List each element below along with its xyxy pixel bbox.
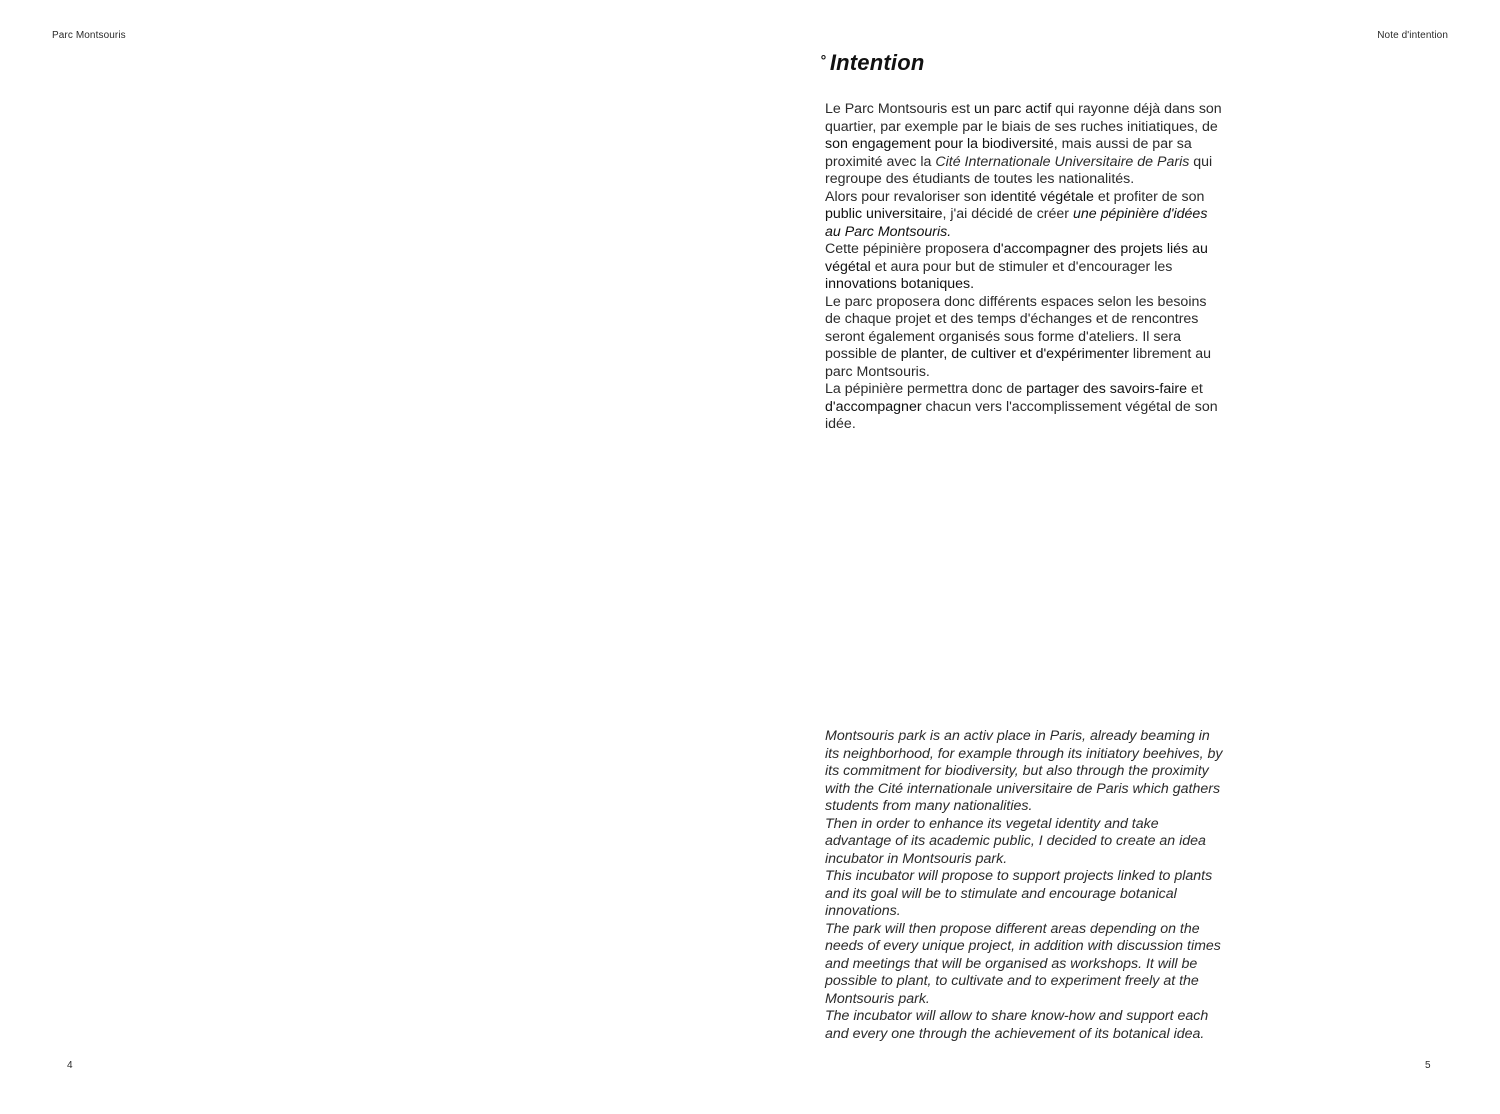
fr-text-span: Le parc proposera donc différents espaces selon les besoins de chaque projet et des temps d'échanges et de rencontres seront également organisés sous forme d'ateliers. Il sera possible de xyxy=(825,293,1207,362)
page-number-right: 5 xyxy=(1425,1060,1431,1071)
fr-text-span: La pépinière permettra donc de xyxy=(825,381,1027,397)
fr-highlight-span: d'accompagner des projets liés au végétal xyxy=(825,241,1208,275)
fr-highlight-span: son engagement pour la biodiversité xyxy=(825,136,1054,152)
fr-highlight-span: identité végétale xyxy=(990,188,1094,205)
fr-paragraph-5 xyxy=(825,381,1225,434)
fr-text-span: Alors pour revaloriser son xyxy=(825,188,991,205)
page-number-left: 4 xyxy=(67,1060,73,1071)
fr-highlight-span: public universitaire xyxy=(825,206,943,222)
french-text-block xyxy=(825,101,1225,434)
fr-text-span: et aura pour but de stimuler et d'encourager les xyxy=(870,258,1173,275)
fr-highlight-span: innovations botaniques. xyxy=(825,276,975,292)
fr-highlight-span: planter, de cultiver et d'expérimenter xyxy=(900,346,1129,362)
fr-text-span: librement au parc Montsouris. xyxy=(825,346,1211,380)
fr-italic-span: une pépinière d'idées au Parc Montsouris. xyxy=(825,206,1208,240)
en-paragraph-4: The park will then propose different areas depending on the needs of every unique project, in addition with discussion times and meetings that will be organised as workshops. It will be possible to plant, to cultivate and to experiment freely at the Montsouris park. xyxy=(825,920,1221,1007)
fr-highlight-span: partager des savoirs-faire xyxy=(1026,381,1187,397)
fr-text-span: , j'ai décidé de créer xyxy=(942,206,1073,222)
section-title: Intention xyxy=(829,50,925,75)
fr-text-span: et profiter de son xyxy=(1093,188,1205,205)
fr-text-span: , mais aussi de par sa proximité avec la xyxy=(825,136,1192,170)
section-heading xyxy=(820,50,924,76)
running-header-left: Parc Montsouris xyxy=(52,30,126,41)
english-text-block xyxy=(825,728,1225,1043)
fr-text-span: et xyxy=(1187,381,1203,397)
en-paragraph-1: Montsouris park is an activ place in Paris, already beaming in its neighborhood, for example through its initiatory beehives, by its commitment for biodiversity, but also through the proximity with the Cité internationale universitaire de Paris which gathers students from many nationalities. xyxy=(825,728,1223,814)
fr-text-span: chacun vers l'accomplissement végétal de son idée. xyxy=(825,398,1218,432)
fr-paragraph-3 xyxy=(825,241,1225,294)
fr-highlight-span: d'accompagner xyxy=(825,398,922,415)
fr-highlight-span: un parc actif xyxy=(974,101,1052,117)
fr-text-span: qui rayonne déjà dans son quartier, par exemple par le biais de ses ruches initiatiques, de xyxy=(825,101,1222,135)
fr-text-span: qui regroupe des étudiants de toutes les nationalités. xyxy=(825,153,1213,187)
en-paragraph-5: The incubator will allow to share know-how and support each and every one through the achievement of its botanical idea. xyxy=(825,1008,1209,1042)
en-paragraph-2: Then in order to enhance its vegetal identity and take advantage of its academic public, I decided to create an idea incubator in Montsouris park. xyxy=(825,815,1206,867)
en-paragraph-3: This incubator will propose to support projects linked to plants and its goal will be to stimulate and encourage botanical innovations. xyxy=(825,868,1213,919)
running-header-right: Note d'intention xyxy=(1377,30,1448,41)
fr-paragraph-4 xyxy=(825,294,1225,382)
fr-text-span: Le Parc Montsouris est xyxy=(825,101,975,117)
fr-paragraph-2 xyxy=(825,189,1225,242)
fr-italic-span: Cité Internationale Universitaire de Paris xyxy=(935,153,1190,170)
fr-paragraph-1 xyxy=(825,101,1225,189)
degree-marker: ° xyxy=(820,52,826,68)
fr-text-span: Cette pépinière proposera xyxy=(825,241,993,257)
